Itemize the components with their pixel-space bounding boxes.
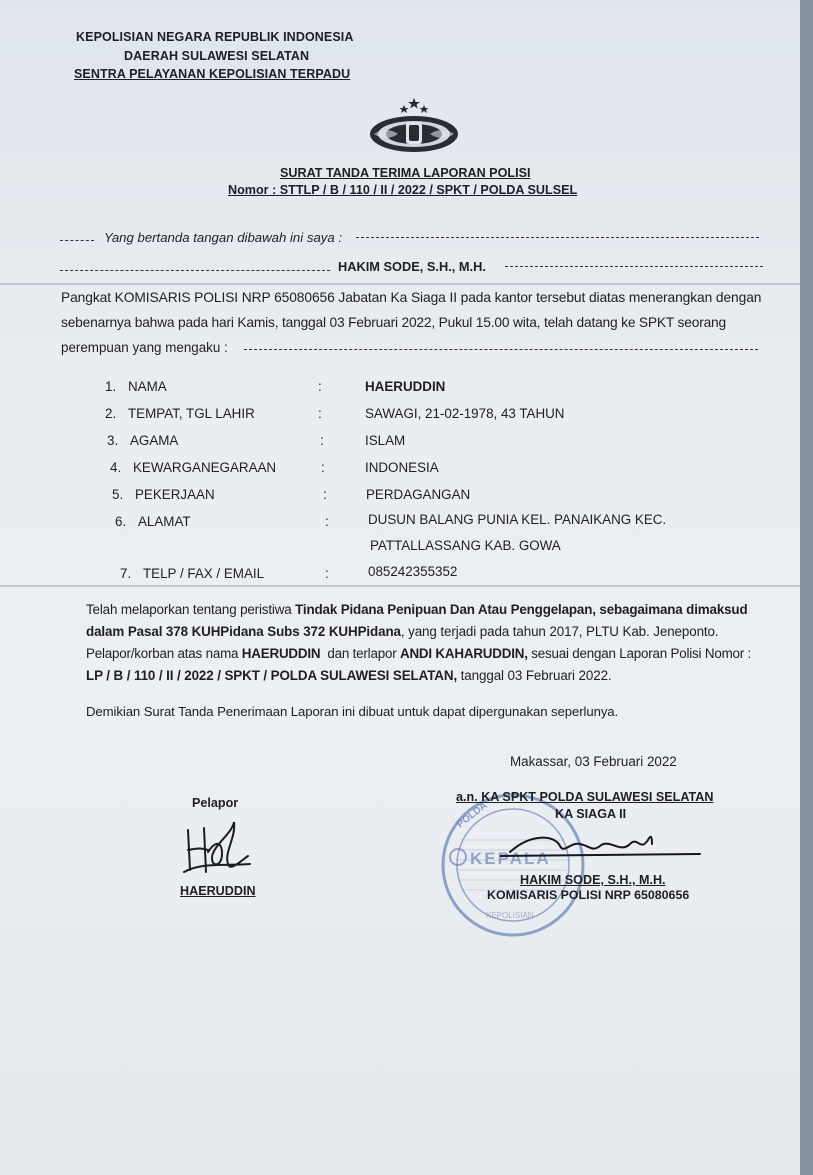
report-line-1 xyxy=(86,602,747,617)
field-value-address: DUSUN BALANG PUNIA KEL. PANAIKANG KEC. xyxy=(368,512,667,527)
field-value-name: HAERUDDIN xyxy=(365,379,446,394)
police-emblem-icon xyxy=(366,96,462,156)
field-label-religion: AGAMA xyxy=(130,433,179,448)
report-reporter: HAERUDDIN xyxy=(241,646,321,661)
field-label-occupation: PEKERJAAN xyxy=(135,487,215,502)
field-colon: : xyxy=(318,379,322,394)
report-accused: ANDI KAHARUDDIN, xyxy=(399,646,528,661)
report-text: dan terlapor xyxy=(320,646,400,661)
report-text: Pelapor/korban atas nama xyxy=(86,646,242,661)
intro-lead: Yang bertanda tangan dibawah ini saya : xyxy=(104,230,343,245)
dotted-line xyxy=(505,266,763,267)
field-label-contact: TELP / FAX / EMAIL xyxy=(143,566,265,581)
closing-sentence: Demikian Surat Tanda Penerimaan Laporan ini dibuat untuk dapat dipergunakan seperlunya. xyxy=(86,704,619,719)
field-value-occupation: PERDAGANGAN xyxy=(366,487,471,502)
dotted-line xyxy=(244,349,758,350)
report-text: sesuai dengan Laporan Polisi Nomor : xyxy=(527,646,752,661)
official-position: KA SIAGA II xyxy=(555,807,627,821)
dotted-line xyxy=(356,237,759,238)
header-unit: SENTRA PELAYANAN KEPOLISIAN TERPADU xyxy=(74,67,351,81)
field-colon: : xyxy=(320,433,324,448)
report-line-3 xyxy=(86,646,751,661)
report-text: Telah melaporkan tentang peristiwa xyxy=(86,602,296,617)
dotted-line xyxy=(60,270,330,271)
field-value-address-2: PATTALLASSANG KAB. GOWA xyxy=(370,538,561,553)
field-number: 3. xyxy=(107,433,119,448)
field-colon: : xyxy=(325,566,329,581)
statement-line-1: Pangkat KOMISARIS POLISI NRP 65080656 Jabatan Ka Siaga II pada kantor tersebut diatas menerangkan dengan xyxy=(61,290,762,305)
report-text: tanggal 03 Februari 2022. xyxy=(457,668,612,683)
reporter-name: HAERUDDIN xyxy=(180,884,256,898)
field-colon: : xyxy=(325,514,329,529)
field-value-citizenship: INDONESIA xyxy=(365,460,439,475)
report-article: dalam Pasal 378 KUHPidana Subs 372 KUHPidana xyxy=(86,624,401,639)
field-number: 4. xyxy=(110,460,122,475)
header-institution: KEPOLISIAN NEGARA REPUBLIK INDONESIA xyxy=(76,30,354,44)
report-line-4 xyxy=(86,668,612,683)
field-label-citizenship: KEWARGANEGARAAN xyxy=(133,460,277,475)
reporter-role: Pelapor xyxy=(192,796,239,810)
field-number: 5. xyxy=(112,487,124,502)
statement-line-2: sebenarnya bahwa pada hari Kamis, tanggal 03 Februari 2022, Pukul 15.00 wita, telah datang ke SPKT seorang xyxy=(61,315,727,330)
field-colon: : xyxy=(318,406,322,421)
field-label-address: ALAMAT xyxy=(138,514,191,529)
official-an xyxy=(456,790,713,804)
field-number: 7. xyxy=(120,566,132,581)
report-lp-number: LP / B / 110 / II / 2022 / SPKT / POLDA SULAWESI SELATAN, xyxy=(86,668,458,683)
field-number: 2. xyxy=(105,406,117,421)
dotted-line xyxy=(60,240,94,241)
document-title: SURAT TANDA TERIMA LAPORAN POLISI xyxy=(280,166,531,180)
field-label-name: NAMA xyxy=(128,379,167,394)
report-text: , yang terjadi pada tahun 2017, PLTU Kab. Jeneponto. xyxy=(400,624,719,639)
officer-name: HAKIM SODE, S.H., M.H. xyxy=(338,259,486,274)
stamp-text-bottom: KEPOLISIAN xyxy=(486,911,534,920)
official-name: HAKIM SODE, S.H., M.H. xyxy=(520,873,666,887)
paper-fold xyxy=(0,585,800,587)
paper-fold xyxy=(0,283,800,285)
field-colon: : xyxy=(321,460,325,475)
document-number: Nomor : STTLP / B / 110 / II / 2022 / SPKT / POLDA SULSEL xyxy=(228,183,578,197)
stamp-text-middle: KEPALA xyxy=(470,849,551,868)
header-region: DAERAH SULAWESI SELATAN xyxy=(124,49,310,63)
field-number: 1. xyxy=(105,379,117,394)
reporter-signature-icon xyxy=(178,812,258,884)
statement-line-3: perempuan yang mengaku : xyxy=(61,340,228,355)
field-label-birth: TEMPAT, TGL LAHIR xyxy=(128,406,255,421)
field-value-religion: ISLAM xyxy=(365,433,406,448)
official-an-text: a.n. KA SPKT POLDA SULAWESI SELATAN xyxy=(456,790,714,804)
field-value-contact: 085242355352 xyxy=(368,564,458,579)
field-value-birth: SAWAGI, 21-02-1978, 43 TAHUN xyxy=(365,406,565,421)
field-number: 6. xyxy=(115,514,127,529)
report-line-2 xyxy=(86,624,719,639)
official-rank: KOMISARIS POLISI NRP 65080656 xyxy=(487,888,690,902)
place-date: Makassar, 03 Februari 2022 xyxy=(510,754,677,769)
official-signature-icon xyxy=(500,826,710,866)
field-colon: : xyxy=(323,487,327,502)
report-offense: Tindak Pidana Penipuan Dan Atau Penggelapan, sebagaimana dimaksud xyxy=(295,602,748,617)
stamp-text-top: POLDA xyxy=(455,800,490,831)
